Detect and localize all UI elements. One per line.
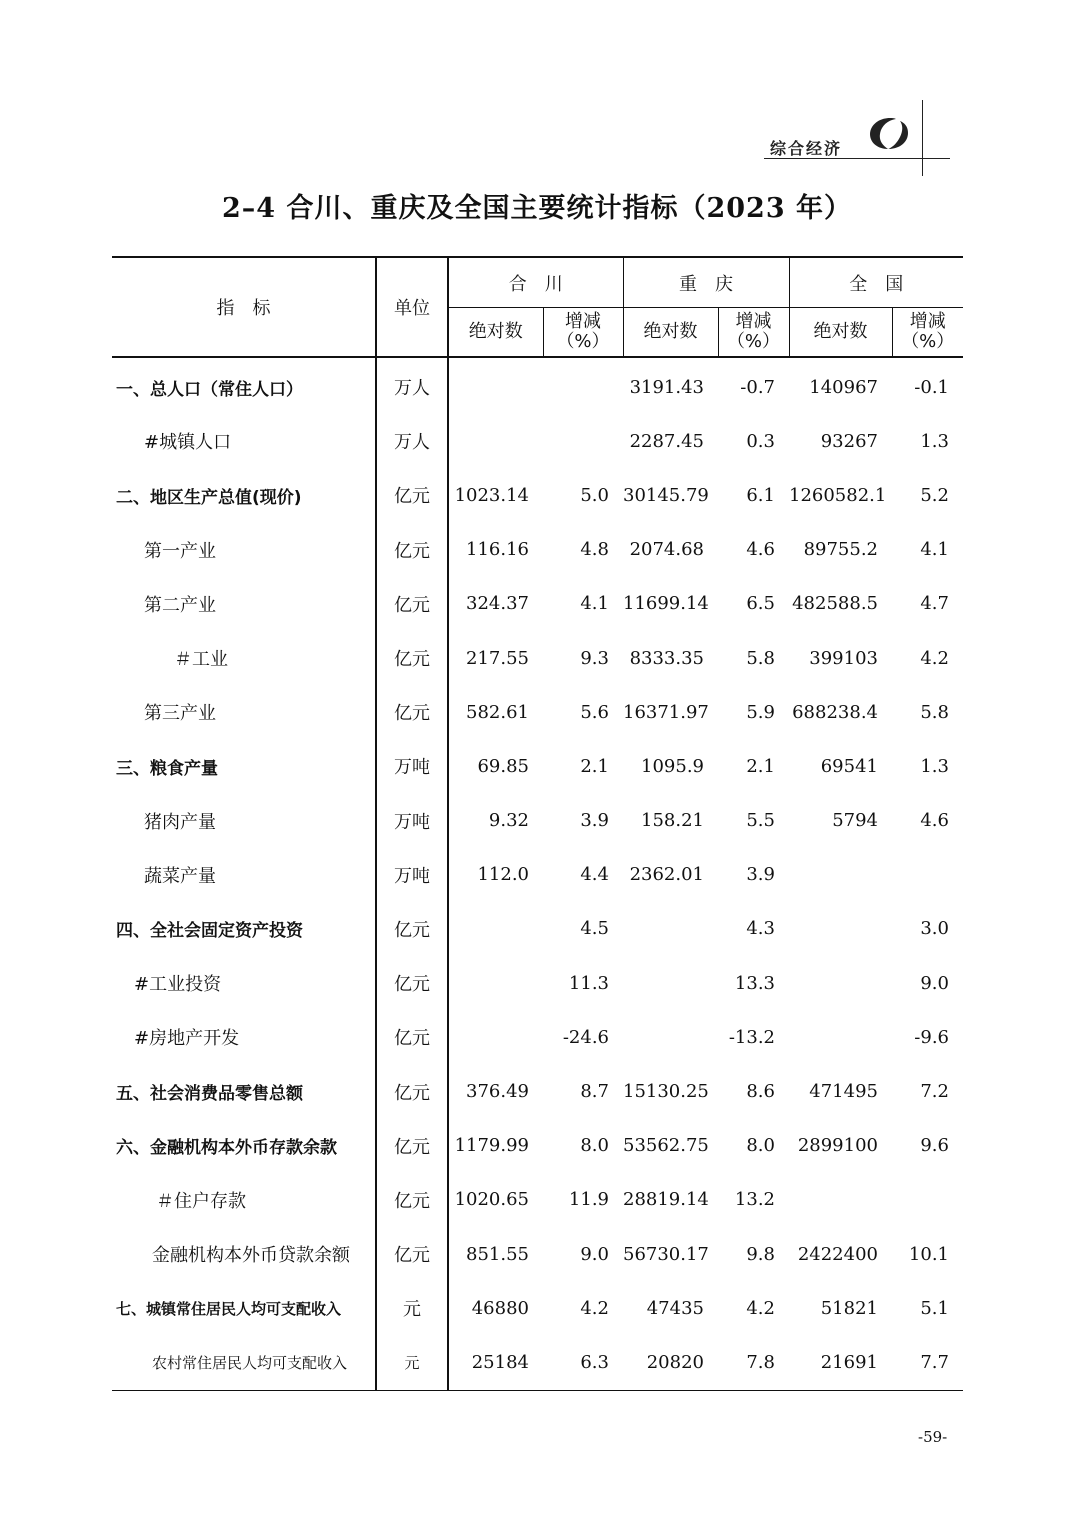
hechuan-change-cell: 8.7 bbox=[580, 1081, 609, 1103]
chongqing-absolute-cell: 15130.25 bbox=[623, 1081, 709, 1103]
table-row bbox=[112, 631, 963, 685]
national-change-cell: 7.2 bbox=[920, 1081, 949, 1103]
hechuan-change-cell: 4.2 bbox=[580, 1297, 609, 1319]
unit-cell: 万吨 bbox=[376, 739, 448, 793]
national-absolute-cell: 399103 bbox=[809, 647, 878, 669]
national-absolute-cell bbox=[789, 848, 892, 902]
header-absolute: 绝对数 bbox=[623, 308, 718, 358]
table-row bbox=[112, 1227, 963, 1281]
header-absolute: 绝对数 bbox=[448, 308, 543, 358]
header-indicator: 指 标 bbox=[216, 298, 271, 319]
hechuan-change-cell: 6.3 bbox=[580, 1351, 609, 1373]
indicator-cell: 七、城镇常住居民人均可支配收入 bbox=[116, 1299, 342, 1318]
national-absolute-cell bbox=[789, 1173, 892, 1227]
hechuan-absolute-cell bbox=[448, 1010, 543, 1064]
chongqing-absolute-cell bbox=[623, 1010, 718, 1064]
table-row bbox=[112, 794, 963, 848]
indicator-cell: ＃工业 bbox=[174, 649, 228, 671]
indicator-cell: #房地产开发 bbox=[134, 1028, 240, 1050]
statistics-logo-icon bbox=[866, 112, 912, 154]
chongqing-change-cell: -13.2 bbox=[728, 1026, 775, 1048]
unit-cell: 亿元 bbox=[376, 1119, 448, 1173]
indicator-cell: #城镇人口 bbox=[144, 432, 232, 454]
national-absolute-cell bbox=[789, 1010, 892, 1064]
national-absolute-cell: 89755.2 bbox=[803, 539, 878, 561]
indicator-cell: 五、社会消费品零售总额 bbox=[116, 1084, 303, 1105]
hechuan-change-cell: 8.0 bbox=[580, 1135, 609, 1157]
indicator-cell: 猪肉产量 bbox=[144, 811, 216, 833]
chongqing-absolute-cell: 28819.14 bbox=[623, 1189, 709, 1211]
national-absolute-cell: 69541 bbox=[820, 755, 878, 777]
section-label: 综合经济 bbox=[770, 139, 843, 158]
hechuan-absolute-cell: 46880 bbox=[448, 1281, 543, 1335]
table-row bbox=[112, 1281, 963, 1335]
unit-cell: 亿元 bbox=[376, 685, 448, 739]
indicator-cell: 农村常住居民人均可支配收入 bbox=[152, 1353, 348, 1372]
table-row bbox=[112, 902, 963, 956]
indicator-cell: #工业投资 bbox=[134, 974, 222, 996]
hechuan-change-cell: 4.8 bbox=[580, 539, 609, 561]
hechuan-change-cell: 4.5 bbox=[580, 918, 609, 940]
national-change-cell: 4.7 bbox=[920, 593, 949, 615]
header-vertical-rule bbox=[922, 100, 923, 176]
unit-cell: 万吨 bbox=[376, 848, 448, 902]
national-absolute-cell: 482588.5 bbox=[792, 593, 878, 615]
hechuan-change-cell: 3.9 bbox=[580, 810, 609, 832]
hechuan-absolute-cell bbox=[448, 956, 543, 1010]
chongqing-change-cell: 4.6 bbox=[746, 539, 775, 561]
hechuan-change-cell: 4.1 bbox=[580, 593, 609, 615]
indicator-cell: 第三产业 bbox=[144, 703, 216, 725]
header-absolute: 绝对数 bbox=[789, 308, 892, 358]
table-row bbox=[112, 577, 963, 631]
chongqing-change-cell: 8.6 bbox=[746, 1081, 775, 1103]
chongqing-change-cell: 13.2 bbox=[734, 1189, 775, 1211]
hechuan-change-cell: 9.0 bbox=[580, 1243, 609, 1265]
hechuan-absolute-cell: 1020.65 bbox=[448, 1173, 543, 1227]
national-change-cell: 4.1 bbox=[920, 539, 949, 561]
chongqing-absolute-cell: 1095.9 bbox=[641, 755, 704, 777]
table-row bbox=[112, 468, 963, 522]
chongqing-absolute-cell: 11699.14 bbox=[623, 593, 709, 615]
national-change-cell: 3.0 bbox=[920, 918, 949, 940]
indicator-cell: 第一产业 bbox=[144, 540, 216, 562]
table-row bbox=[112, 1064, 963, 1118]
indicator-cell: 第二产业 bbox=[144, 594, 216, 616]
national-absolute-cell: 21691 bbox=[820, 1351, 878, 1373]
table-row bbox=[112, 1010, 963, 1064]
indicator-cell: 六、金融机构本外币存款余款 bbox=[116, 1138, 337, 1159]
chongqing-change-cell: 13.3 bbox=[734, 972, 775, 994]
national-change-cell: 9.0 bbox=[920, 972, 949, 994]
table-row bbox=[112, 956, 963, 1010]
hechuan-absolute-cell: 851.55 bbox=[448, 1227, 543, 1281]
chongqing-change-cell: 6.1 bbox=[746, 484, 775, 506]
national-change-cell: 4.6 bbox=[920, 810, 949, 832]
table-row bbox=[112, 739, 963, 793]
chongqing-change-cell: 5.9 bbox=[746, 701, 775, 723]
indicator-cell: 四、全社会固定资产投资 bbox=[116, 921, 303, 942]
national-absolute-cell: 5794 bbox=[832, 810, 878, 832]
hechuan-absolute-cell: 217.55 bbox=[448, 631, 543, 685]
statistics-table bbox=[112, 256, 963, 1391]
hechuan-absolute-cell: 116.16 bbox=[448, 523, 543, 577]
chongqing-change-cell: 0.3 bbox=[746, 430, 775, 452]
unit-cell: 亿元 bbox=[376, 1227, 448, 1281]
national-absolute-cell: 2422400 bbox=[797, 1243, 878, 1265]
chongqing-absolute-cell: 2362.01 bbox=[629, 864, 704, 886]
chongqing-change-cell: 8.0 bbox=[746, 1135, 775, 1157]
hechuan-absolute-cell: 324.37 bbox=[448, 577, 543, 631]
header-change: 增减 （%） bbox=[543, 308, 623, 358]
unit-cell: 亿元 bbox=[376, 1173, 448, 1227]
table-row bbox=[112, 1173, 963, 1227]
unit-cell: 万人 bbox=[376, 414, 448, 468]
national-change-cell: 4.2 bbox=[920, 647, 949, 669]
chongqing-change-cell: 4.3 bbox=[746, 918, 775, 940]
national-change-cell: 7.7 bbox=[920, 1351, 949, 1373]
national-absolute-cell: 471495 bbox=[809, 1081, 878, 1103]
national-change-cell: -9.6 bbox=[914, 1026, 949, 1048]
table-row bbox=[112, 357, 963, 414]
unit-cell: 亿元 bbox=[376, 902, 448, 956]
indicator-cell: 二、地区生产总值(现价) bbox=[116, 487, 302, 508]
hechuan-change-cell: 2.1 bbox=[580, 755, 609, 777]
table-row bbox=[112, 685, 963, 739]
hechuan-absolute-cell: 1023.14 bbox=[448, 468, 543, 522]
header-change: 增减 （%） bbox=[892, 308, 963, 358]
unit-cell: 元 bbox=[376, 1281, 448, 1335]
national-change-cell: -0.1 bbox=[914, 376, 949, 398]
unit-cell: 亿元 bbox=[376, 577, 448, 631]
unit-cell: 亿元 bbox=[376, 956, 448, 1010]
national-change-cell: 5.2 bbox=[920, 484, 949, 506]
chongqing-change-cell: -0.7 bbox=[740, 376, 775, 398]
national-change-cell: 10.1 bbox=[908, 1243, 949, 1265]
unit-cell: 元 bbox=[376, 1335, 448, 1390]
header-group-hechuan: 合 川 bbox=[448, 257, 623, 308]
chongqing-change-cell: 3.9 bbox=[746, 864, 775, 886]
hechuan-change-cell: 11.9 bbox=[568, 1189, 609, 1211]
national-absolute-cell: 93267 bbox=[820, 430, 878, 452]
hechuan-absolute-cell bbox=[448, 357, 543, 414]
national-absolute-cell: 51821 bbox=[820, 1297, 878, 1319]
hechuan-change-cell: 9.3 bbox=[580, 647, 609, 669]
chongqing-absolute-cell: 158.21 bbox=[641, 810, 704, 832]
table-header bbox=[112, 257, 963, 357]
hechuan-change-cell: 11.3 bbox=[568, 972, 609, 994]
unit-cell: 万人 bbox=[376, 357, 448, 414]
table-row bbox=[112, 1335, 963, 1390]
unit-cell: 亿元 bbox=[376, 631, 448, 685]
chongqing-absolute-cell: 2074.68 bbox=[629, 539, 704, 561]
national-change-cell: 1.3 bbox=[920, 430, 949, 452]
chongqing-absolute-cell bbox=[623, 956, 718, 1010]
national-absolute-cell bbox=[789, 902, 892, 956]
chongqing-absolute-cell: 3191.43 bbox=[629, 376, 704, 398]
unit-cell: 亿元 bbox=[376, 523, 448, 577]
indicator-cell: 金融机构本外币贷款余额 bbox=[152, 1245, 350, 1267]
indicator-cell: 蔬菜产量 bbox=[144, 865, 216, 887]
hechuan-absolute-cell bbox=[448, 414, 543, 468]
table-row bbox=[112, 414, 963, 468]
page-title: 2–4 合川、重庆及全国主要统计指标（2023 年） bbox=[221, 193, 853, 224]
national-absolute-cell: 688238.4 bbox=[792, 701, 878, 723]
chongqing-absolute-cell: 47435 bbox=[646, 1297, 704, 1319]
indicator-cell: 三、粮食产量 bbox=[116, 758, 218, 779]
header-change: 增减 （%） bbox=[718, 308, 789, 358]
chongqing-absolute-cell: 56730.17 bbox=[623, 1243, 709, 1265]
chongqing-change-cell: 5.5 bbox=[746, 810, 775, 832]
hechuan-absolute-cell: 25184 bbox=[448, 1335, 543, 1390]
hechuan-change-cell: -24.6 bbox=[562, 1026, 609, 1048]
chongqing-change-cell: 4.2 bbox=[746, 1297, 775, 1319]
indicator-cell: 一、总人口（常住人口） bbox=[116, 379, 303, 400]
chongqing-absolute-cell bbox=[623, 902, 718, 956]
hechuan-change-cell: 5.6 bbox=[580, 701, 609, 723]
chongqing-change-cell: 7.8 bbox=[746, 1351, 775, 1373]
chongqing-absolute-cell: 53562.75 bbox=[623, 1135, 709, 1157]
table-row bbox=[112, 1119, 963, 1173]
chongqing-change-cell: 6.5 bbox=[746, 593, 775, 615]
national-absolute-cell: 1260582.1 bbox=[789, 484, 887, 506]
hechuan-absolute-cell: 112.0 bbox=[448, 848, 543, 902]
hechuan-change-cell: 5.0 bbox=[580, 484, 609, 506]
national-change-cell: 5.1 bbox=[920, 1297, 949, 1319]
chongqing-absolute-cell: 16371.97 bbox=[623, 701, 709, 723]
chongqing-absolute-cell: 2287.45 bbox=[629, 430, 704, 452]
indicator-cell: ＃住户存款 bbox=[156, 1190, 246, 1212]
unit-cell: 亿元 bbox=[376, 1010, 448, 1064]
header-group-chongqing: 重 庆 bbox=[623, 257, 789, 308]
hechuan-absolute-cell: 69.85 bbox=[448, 739, 543, 793]
header-unit: 单位 bbox=[376, 257, 448, 357]
unit-cell: 万吨 bbox=[376, 794, 448, 848]
chongqing-absolute-cell: 8333.35 bbox=[629, 647, 704, 669]
national-change-cell bbox=[892, 848, 963, 902]
chongqing-change-cell: 9.8 bbox=[746, 1243, 775, 1265]
national-change-cell: 1.3 bbox=[920, 755, 949, 777]
chongqing-absolute-cell: 30145.79 bbox=[623, 484, 709, 506]
national-absolute-cell: 140967 bbox=[809, 376, 878, 398]
hechuan-absolute-cell: 376.49 bbox=[448, 1064, 543, 1118]
national-change-cell: 5.8 bbox=[920, 701, 949, 723]
table-row bbox=[112, 848, 963, 902]
unit-cell: 亿元 bbox=[376, 1064, 448, 1118]
national-change-cell: 9.6 bbox=[920, 1135, 949, 1157]
hechuan-absolute-cell: 1179.99 bbox=[448, 1119, 543, 1173]
hechuan-change-cell bbox=[543, 357, 623, 414]
header-group-national: 全 国 bbox=[789, 257, 963, 308]
unit-cell: 亿元 bbox=[376, 468, 448, 522]
hechuan-absolute-cell: 9.32 bbox=[448, 794, 543, 848]
table-body bbox=[112, 357, 963, 1390]
chongqing-absolute-cell: 20820 bbox=[646, 1351, 704, 1373]
hechuan-change-cell: 4.4 bbox=[580, 864, 609, 886]
national-change-cell bbox=[892, 1173, 963, 1227]
page-number: -59- bbox=[918, 1428, 948, 1446]
chongqing-change-cell: 2.1 bbox=[746, 755, 775, 777]
hechuan-absolute-cell bbox=[448, 902, 543, 956]
national-absolute-cell bbox=[789, 956, 892, 1010]
hechuan-absolute-cell: 582.61 bbox=[448, 685, 543, 739]
table-row bbox=[112, 523, 963, 577]
hechuan-change-cell bbox=[543, 414, 623, 468]
national-absolute-cell: 2899100 bbox=[797, 1135, 878, 1157]
chongqing-change-cell: 5.8 bbox=[746, 647, 775, 669]
